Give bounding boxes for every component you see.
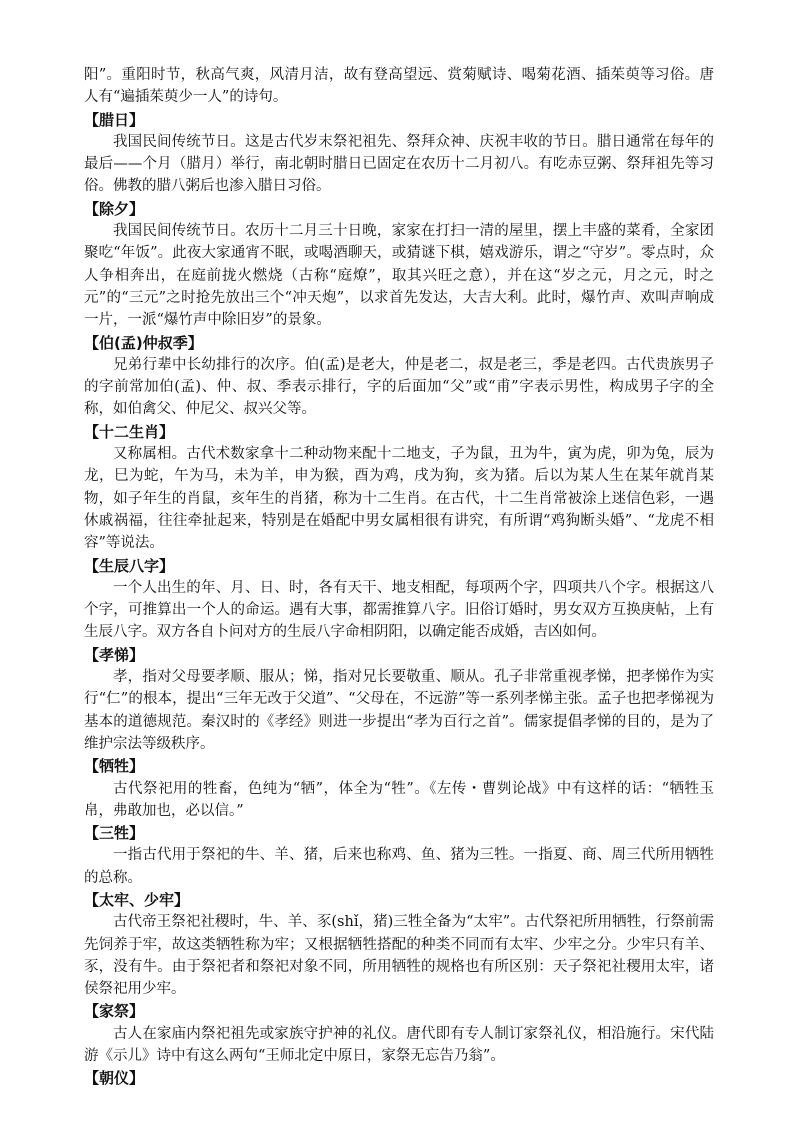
section-body-shengxiao: 又称属相。古代术数家拿十二种动物来配十二地支，子为鼠，丑为牛，寅为虎，卯为兔，辰为龙，巳为蛇，午为马，未为羊，申为猴，酉为鸡，戌为狗，亥为猪。后以为某人生在某年就肖某物，如子年生的肖鼠，亥年生的肖猪，称为十二生肖。在古代，十二生肖常被涂上迷信色彩，一遇休戚祸福，往往牵扯起来，特别是在婚配中男女属相很有讲究，有所谓“鸡狗断头婚”、“龙虎不相容”等说法。 [84,446,714,552]
section-heading-jiaji: 【家祭】 [84,1002,145,1021]
section-heading-bozhongshuji: 【伯(孟)仲叔季】 [84,333,203,352]
section-heading-sansheng: 【三牲】 [84,824,145,843]
section-body-bazi: 一个人出生的年、月、日、时，各有天干、地支相配，每项两个字，四项共八个字。根据这八个字，可推算出一个人的命运。遇有大事，都需推算八字。旧俗订婚时，男女双方互换庚帖，上有生辰八字。双方各自卜问对方的生辰八字命相阴阳，以确定能否成婚，吉凶如何。 [84,579,714,641]
section-heading-xisheng: 【牺牲】 [84,757,145,776]
intro-paragraph: 阳”。重阳时节，秋高气爽，风清月洁，故有登高望远、赏菊赋诗、喝菊花酒、插茱萸等习俗。唐人有“遍插茱萸少一人”的诗句。 [84,67,714,106]
section-body-jiaji: 古人在家庙内祭祀祖先或家族守护神的礼仪。唐代即有专人制订家祭礼仪，相沿施行。宋代陆游《示儿》诗中有这么两句“王师北定中原日，家祭无忘告乃翁”。 [84,1025,714,1065]
section-body-tailao: 古代帝王祭祀社稷时，牛、羊、豕(shǐ，猪)三牲全备为“太牢”。古代祭祀所用牺牲，行祭前需先饲养于牢，故这类牺牲称为牢；又根据牺牲搭配的种类不同而有太牢、少牢之分。少牢只有羊、豕，没有牛。由于祭祀者和祭祀对象不同，所用牺牲的规格也有所区别：天子祭祀社稷用太牢，诸侯祭祀用少牢。 [84,914,714,998]
section-heading-chaoyi: 【朝仪】 [84,1069,145,1088]
section-body-chuxi: 我国民间传统节日。农历十二月三十日晚，家家在打扫一清的屋里，摆上丰盛的菜肴，全家团聚吃“年饭”。此夜大家通宵不眠，或喝酒聊天，或猜谜下棋，嬉戏游乐，谓之“守岁”。零点时，众人争相奔出，在庭前拢火燃烧（古称“庭燎”，取其兴旺之意），并在这“岁之元，月之元，时之元”的“三元”之时抢先放出三个“冲天炮”，以求首先发达，大吉大利。此时，爆竹声、欢叫声响成一片，一派“爆竹声中除旧岁”的景象。 [84,223,714,329]
section-heading-shengxiao: 【十二生肖】 [84,422,175,441]
section-heading-chuxi: 【除夕】 [84,199,145,218]
document-page [84,64,714,1090]
section-heading-xiaoti: 【孝悌】 [84,645,145,664]
section-heading-tailao: 【太牢、少牢】 [84,890,190,909]
section-body-bozhongshuji: 兄弟行辈中长幼排行的次序。伯(孟)是老大，仲是老二，叔是老三，季是老四。古代贵族男子的字前常加伯(孟)、仲、叔、季表示排行，字的后面加“父”或“甫”字表示男性，构成男子字的全称，如伯禽父、仲尼父、叔兴父等。 [84,356,714,418]
section-heading-laro: 【腊日】 [84,110,145,129]
section-body-laro: 我国民间传统节日。这是古代岁末祭祀祖先、祭拜众神、庆祝丰收的节日。腊日通常在每年的最后——个月（腊月）举行，南北朝时腊日已固定在农历十二月初八。有吃赤豆粥、祭拜祖先等习俗。佛教的腊八粥后也渗入腊日习俗。 [84,133,714,195]
section-heading-bazi: 【生辰八字】 [84,556,175,575]
section-body-xisheng: 古代祭祀用的牲畜，色纯为“牺”，体全为“牲”。《左传・曹刿论战》中有这样的话：“牺牲玉帛，弗敢加也，必以信。” [84,780,714,819]
section-body-xiaoti: 孝，指对父母要孝顺、服从；悌，指对兄长要敬重、顺从。孔子非常重视孝悌，把孝悌作为实行“仁”的根本，提出“三年无改于父道”、“父母在，不远游”等一系列孝悌主张。孟子也把孝悌视为基本的道德规范。秦汉时的《孝经》则进一步提出“孝为百行之首”。儒家提倡孝悌的目的，是为了维护宗法等级秩序。 [84,669,714,752]
section-body-sansheng: 一指古代用于祭祀的牛、羊、猪，后来也称鸡、鱼、猪为三牲。一指夏、商、周三代所用牺牲的总称。 [84,847,714,886]
